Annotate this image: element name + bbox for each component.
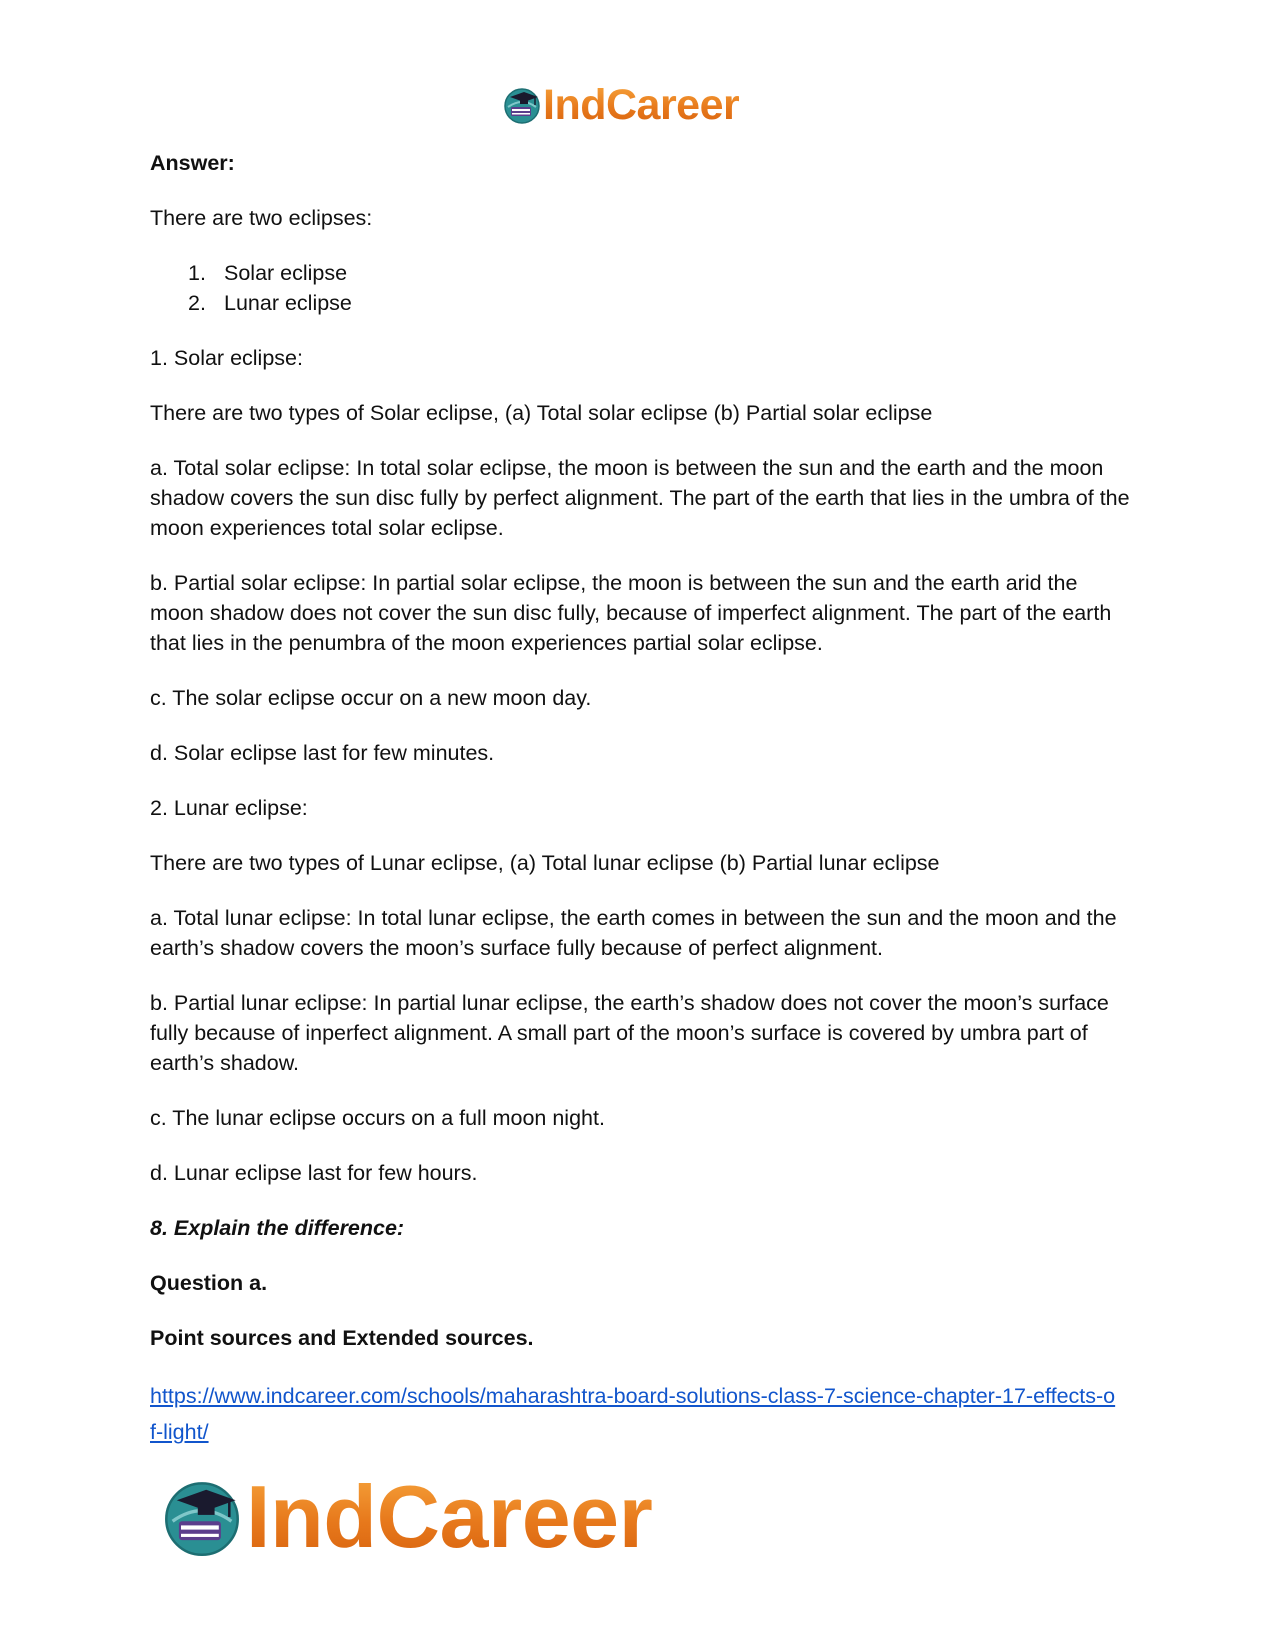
solar-point-a: a. Total solar eclipse: In total solar eclipse, the moon is between the sun and the earth and the moon shadow covers the sun disc fully by perfect alignment. The part of the earth that lies in the umbra of the moon experiences total solar eclipse.	[150, 456, 1130, 540]
lunar-point-b: b. Partial lunar eclipse: In partial lunar eclipse, the earth’s shadow does not cover the moon’s surface fully because of inperfect alignment. A small part of the moon’s surface is covered by umbra part of earth’s shadow.	[150, 991, 1109, 1075]
intro-text: There are two eclipses:	[150, 206, 373, 230]
eclipse-list	[150, 258, 1130, 318]
footer-logo-text: IndCareer	[246, 1467, 653, 1566]
solar-point-b: b. Partial solar eclipse: In partial solar eclipse, the moon is between the sun and the earth arid the moon shadow does not cover the sun disc fully, because of imperfect alignment. The part of the earth that lies in the penumbra of the moon experiences partial solar eclipse.	[150, 571, 1112, 655]
header-logo-text: IndCareer	[543, 80, 740, 129]
lunar-heading: 2. Lunar eclipse:	[150, 796, 308, 820]
lunar-types: There are two types of Lunar eclipse, (a) Total lunar eclipse (b) Partial lunar eclipse	[150, 851, 940, 875]
solar-types: There are two types of Solar eclipse, (a) Total solar eclipse (b) Partial solar eclipse	[150, 401, 933, 425]
lunar-point-d: d. Lunar eclipse last for few hours.	[150, 1161, 478, 1185]
footer-logo	[160, 1467, 653, 1566]
list-item	[150, 288, 1130, 318]
header-logo	[502, 82, 739, 128]
list-item-text: Lunar eclipse	[224, 291, 352, 315]
question-8-heading: 8. Explain the difference:	[150, 1216, 405, 1240]
list-item-number: 1.	[188, 261, 206, 285]
solar-point-d: d. Solar eclipse last for few minutes.	[150, 741, 495, 765]
lunar-point-a: a. Total lunar eclipse: In total lunar eclipse, the earth comes in between the sun and the moon and the earth’s shadow covers the moon’s surface fully because of perfect alignment.	[150, 906, 1117, 960]
lunar-point-c: c. The lunar eclipse occurs on a full moon night.	[150, 1106, 605, 1130]
graduation-cap-globe-icon	[160, 1475, 244, 1559]
source-link[interactable]: https://www.indcareer.com/schools/maharashtra-board-solutions-class-7-science-chapter-17-effects-of-light/	[150, 1384, 1116, 1444]
graduation-cap-globe-icon	[502, 85, 542, 125]
question-a-text: Point sources and Extended sources.	[150, 1326, 534, 1350]
list-item-text: Solar eclipse	[224, 261, 348, 285]
list-item	[150, 258, 1130, 288]
solar-point-c: c. The solar eclipse occur on a new moon day.	[150, 686, 592, 710]
list-item-number: 2.	[188, 291, 206, 315]
solar-heading: 1. Solar eclipse:	[150, 346, 303, 370]
main-content	[150, 148, 1130, 1450]
answer-label: Answer:	[150, 151, 235, 175]
question-a-label: Question a.	[150, 1271, 268, 1295]
